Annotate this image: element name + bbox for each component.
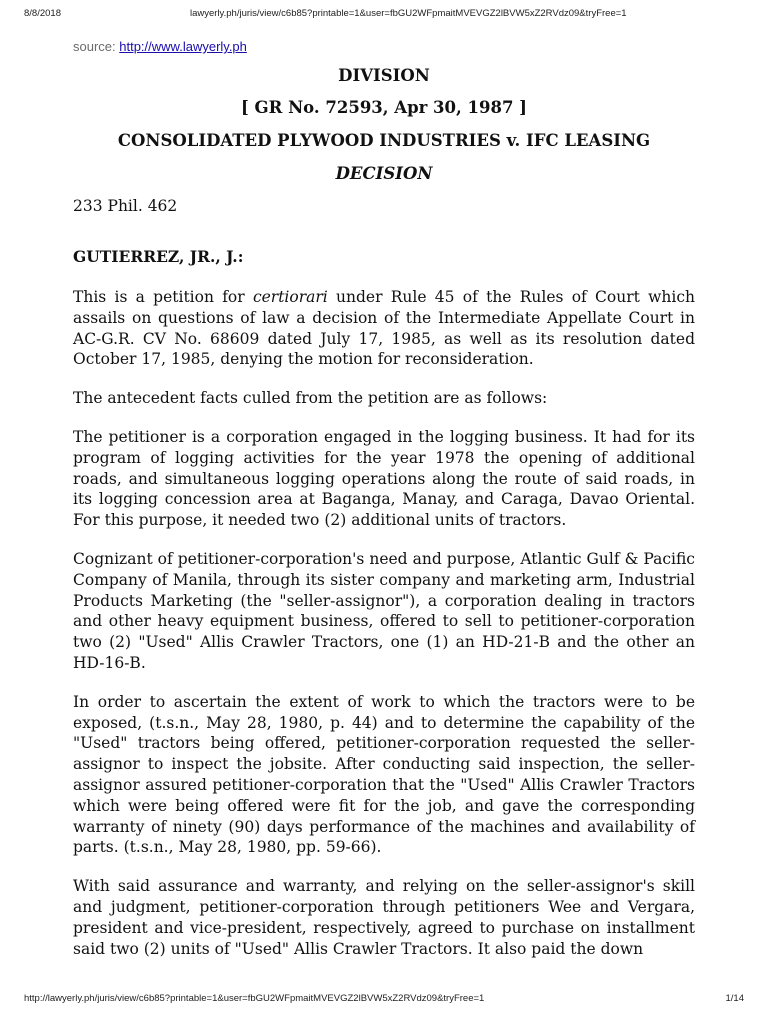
ponente: GUTIERREZ, JR., J.:	[73, 247, 244, 266]
page-number: 1/14	[725, 993, 744, 1004]
body-paragraph: The petitioner is a corporation engaged in the logging business. It had for its program of logging activities for the year 1978 the opening of additional roads, and simultaneous logging operations along the route of said roads, in its logging concession area at Baganga, Manay, and Caraga, Davao Oriental. For this purpose, it needed two (2) additional units of tractors.	[73, 427, 695, 530]
gr-number-heading: [ GR No. 72593, Apr 30, 1987 ]	[241, 98, 527, 117]
print-date: 8/8/2018	[24, 8, 61, 19]
italic-term: certiorari	[252, 288, 328, 306]
division-heading: DIVISION	[338, 66, 430, 85]
print-footer-url: http://lawyerly.ph/juris/view/c6b85?printable=1&user=fbGU2WFpmaitMVEVGZ2lBVW5xZ2RVdz09&tryFree=1	[24, 993, 485, 1004]
source-line	[73, 39, 247, 54]
source-label: source:	[73, 39, 120, 54]
decision-label: DECISION	[335, 164, 433, 183]
print-header-url: lawyerly.ph/juris/view/c6b85?printable=1&user=fbGU2WFpmaitMVEVGZ2lBVW5xZ2RVdz09&tryFree=1	[190, 8, 627, 19]
paragraph-text: This is a petition for	[73, 288, 253, 306]
body-paragraph: Cognizant of petitioner-corporation's need and purpose, Atlantic Gulf & Pacific Company of Manila, through its sister company and marketing arm, Industrial Products Marketing (the "seller-assignor"), a corporation dealing in tractors and other heavy equipment business, offered to sell to petitioner-corporation two (2) "Used" Allis Crawler Tractors, one (1) an HD-21-B and the other an HD-16-B.	[73, 549, 695, 672]
case-citation: 233 Phil. 462	[73, 197, 178, 215]
case-title: CONSOLIDATED PLYWOOD INDUSTRIES v. IFC LEASING	[117, 131, 651, 150]
document-content	[73, 66, 695, 959]
body-paragraph: With said assurance and warranty, and relying on the seller-assignor's skill and judgment, petitioner-corporation through petitioners Wee and Vergara, president and vice-president, respectively, agreed to purchase on installment said two (2) units of "Used" Allis Crawler Tractors. It also paid the down	[73, 877, 695, 958]
body-paragraph: In order to ascertain the extent of work to which the tractors were to be exposed, (t.s.n., May 28, 1980, p. 44) and to determine the capability of the "Used" tractors being offered, petitioner-corporation requested the seller-assignor to inspect the jobsite. After conducting said inspection, the seller-assignor assured petitioner-corporation that the "Used" Allis Crawler Tractors which were being offered were fit for the job, and gave the corresponding warranty of ninety (90) days performance of the machines and availability of parts. (t.s.n., May 28, 1980, pp. 59-66).	[73, 692, 695, 857]
source-link[interactable]: http://www.lawyerly.ph	[119, 39, 247, 54]
body-paragraph: The antecedent facts culled from the petition are as follows:	[73, 389, 548, 408]
body-paragraph	[73, 287, 695, 370]
paragraph-text: under Rule 45 of the Rules of Court which assails on questions of law a decision of the Intermediate Appellate Court in AC-G.R. CV No. 68609 dated July 17, 1985, as well as its resolution dated October 17, 1985, denying the motion for reconsideration.	[73, 288, 695, 369]
